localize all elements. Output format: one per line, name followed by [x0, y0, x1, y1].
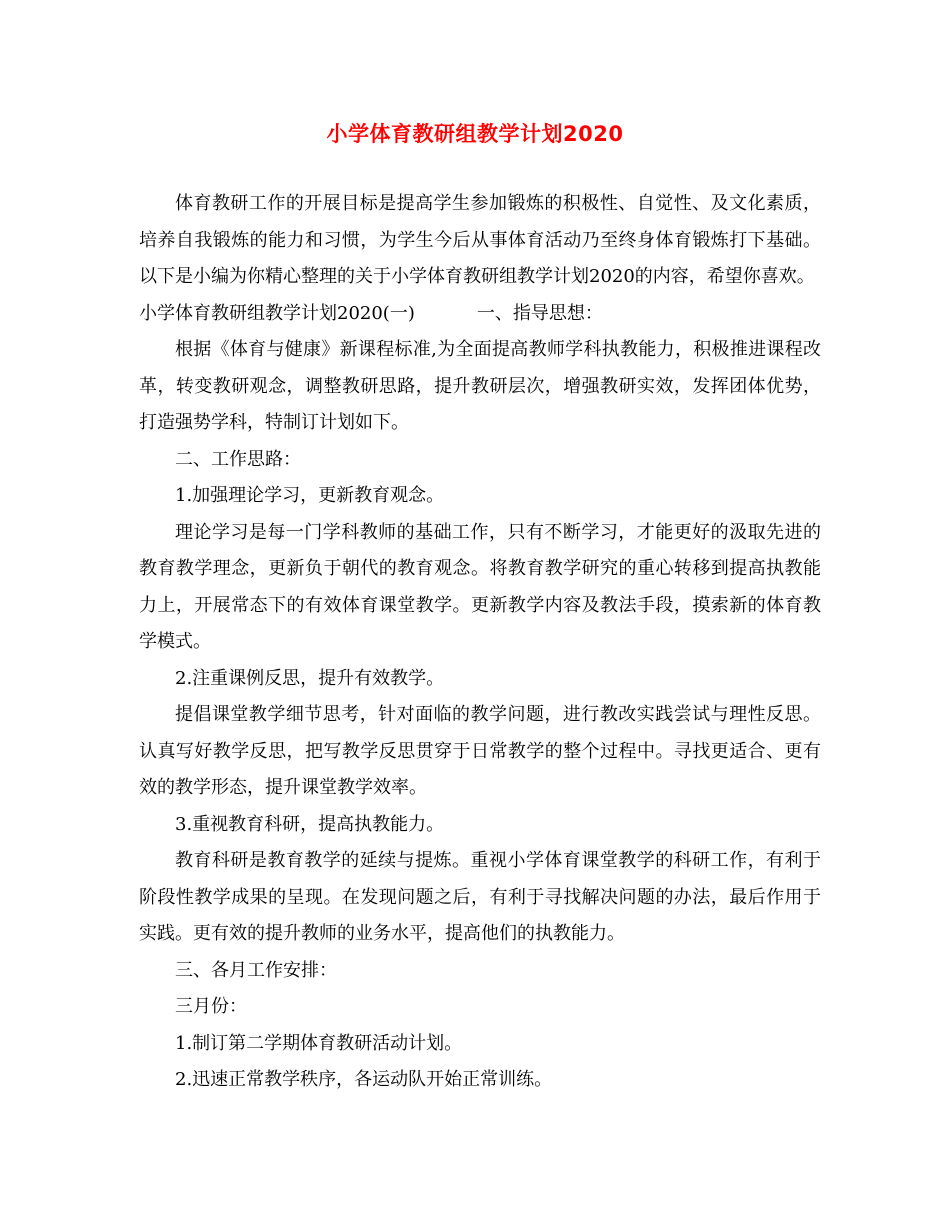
intro-paragraph: 体育教研工作的开展目标是提高学生参加锻炼的积极性、自觉性、及文化素质，培养自我锻炼的能力和习惯，为学生今后从事体育活动乃至终身体育锻炼打下基础。以下是小编为你精心整理的关于小学体育教研组教学计划2020的内容，希望你喜欢。 — [139, 193, 821, 287]
march-heading: 三月份： — [175, 996, 247, 1017]
monthly-schedule-heading: 三、各月工作安排： — [175, 959, 337, 981]
item-2-heading: 2.注重课例反思，提升有效教学。 — [175, 667, 445, 689]
march-item-2: 2.迅速正常教学秩序，各运动队开始正常训练。 — [175, 1069, 553, 1090]
work-ideas-heading: 二、工作思路： — [175, 448, 301, 470]
item-1-paragraph: 理论学习是每一门学科教师的基础工作，只有不断学习，才能更好的汲取先进的教育教学理念，更新负于朝代的教育观念。将教育教学研究的重心转移到提高执教能力上，开展常态下的有效体育课堂教学。更新教学内容及教法手段，摸索新的体育教学模式。 — [139, 521, 821, 652]
plan-subtitle: 小学体育教研组教学计划2020(一) — [139, 302, 415, 324]
item-2-paragraph: 提倡课堂教学细节思考，针对面临的教学问题，进行教改实践尝试与理性反思。认真写好教学反思，把写教学反思贯穿于日常教学的整个过程中。寻找更适合、更有效的教学形态，提升课堂教学效率。 — [139, 704, 821, 798]
item-1-heading: 1.加强理论学习，更新教育观念。 — [175, 485, 445, 506]
march-item-1: 1.制订第二学期体育教研活动计划。 — [175, 1032, 463, 1054]
section-heading-line — [139, 296, 821, 333]
document-title: 小学体育教研组教学计划2020 — [326, 122, 624, 146]
document-body — [139, 186, 821, 1099]
item-3-paragraph: 教育科研是教育教学的延续与提炼。重视小学体育课堂教学的科研工作，有利于阶段性教学成果的呈现。在发现问题之后，有利于寻找解决问题的办法，最后作用于实践。更有效的提升教师的业务水平，提高他们的执教能力。 — [139, 850, 821, 944]
item-3-heading: 3.重视教育科研，提高执教能力。 — [175, 813, 445, 835]
guiding-thought-paragraph: 根据《体育与健康》新课程标准,为全面提高教师学科执教能力，积极推进课程改革，转变教研观念，调整教研思路，提升教研层次，增强教研实效，发挥团体优势，打造强势学科，特制订计划如下。 — [139, 339, 821, 433]
guiding-thought-heading: 一、指导思想： — [476, 302, 603, 324]
